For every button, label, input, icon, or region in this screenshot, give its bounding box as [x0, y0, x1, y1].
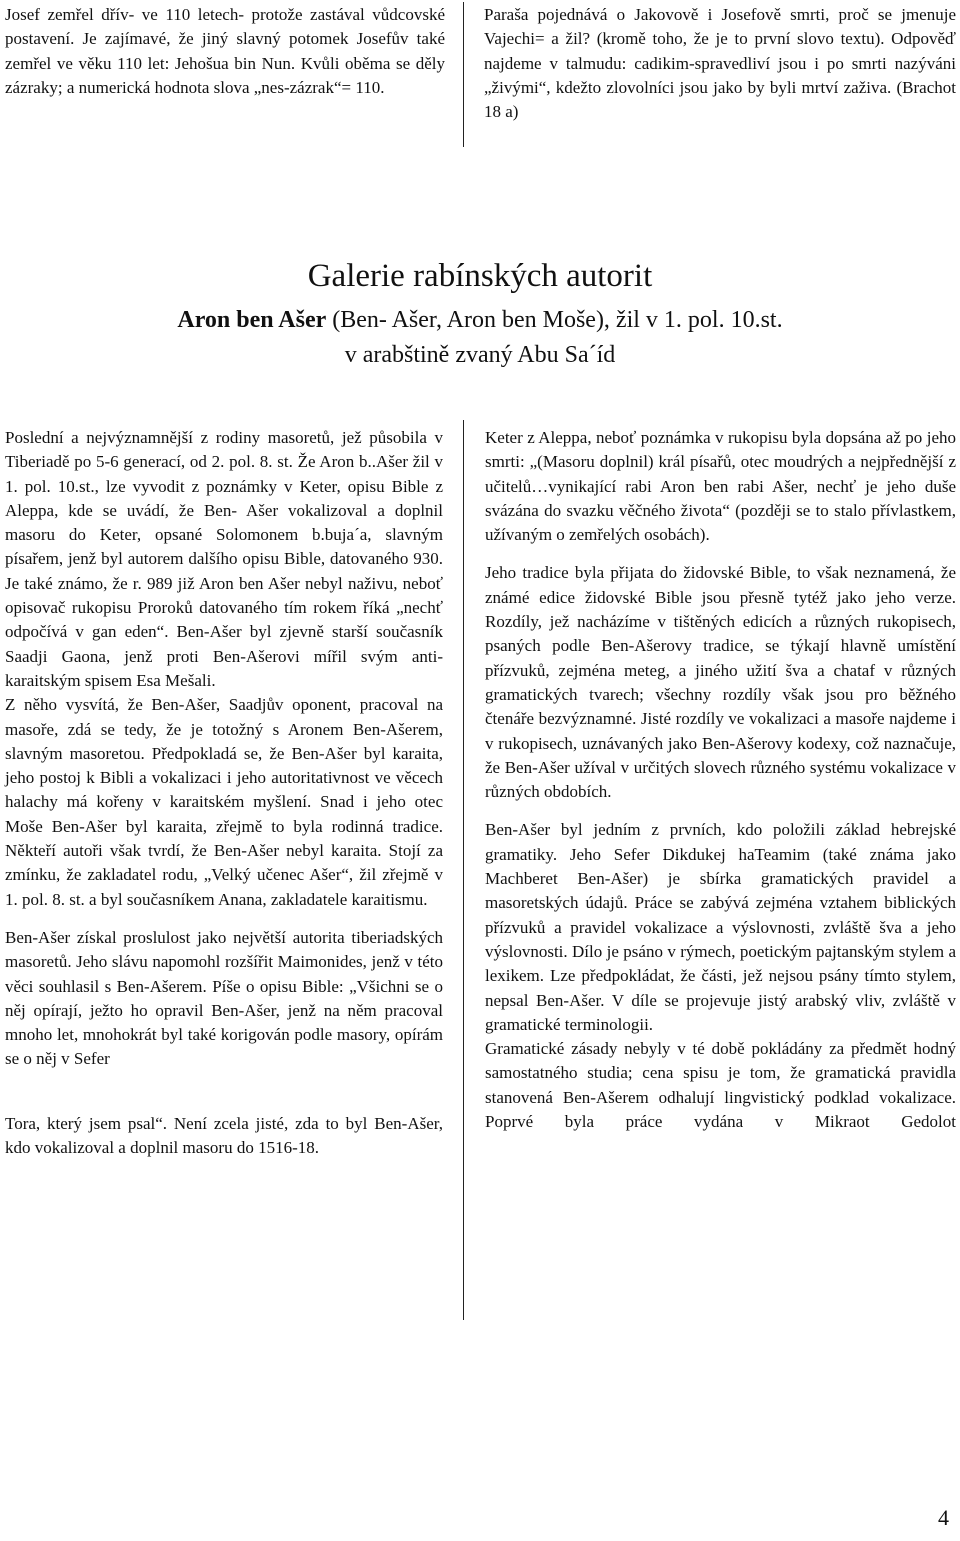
- top-right-column: [484, 3, 956, 124]
- right-paragraph-3: Ben-Ašer byl jedním z prvních, kdo položili základ hebrejské gramatiky. Jeho Sefer Dikdukej haTeamim (také známa jako Machberet Ben-Ašer) je sbírka gramatických pravidel a masoretských údajů. Práce se zabývá zejména vztahem biblických přízvuků a pravidel vokalizace a výslovnosti, zvláště šva a jeho výslovnosti. Dílo je psáno v rýmech, poetickým pajtanským stylem a lexikem. Lze předpokládat, že části, jež nejsou psány tímto stylem, nepsal Ben-Ašer. V díle se projevuje jistý arabský vliv, zvláště v gramatické terminologii.: [485, 820, 956, 1034]
- gallery-title: Galerie rabínských autorit: [307, 258, 653, 294]
- left-paragraph-2: Z něho vysvítá, že Ben-Ašer, Saadjův oponent, pracoval na masoře, zdá se tedy, že je totožný s Aronem Ben-Ašerem, slavným masoretou. Předpokladá se, že Ben-Ašer byl karaita, jeho postoj k Bibli a vokalizaci i jeho autoritativnost ve věcech halachy má kořeny v karaitském myšlení. Snad i jeho otec Moše Ben-Ašer byl karaita, zřejmě to byla rodinná tradice. Někteří autoři však tvrdí, že Ben-Ašer nebyl karaita. Stojí za zmínku, že zakladatel rodu, „Velký učenec Ašer“, žil zřejmě v 1. pol. 8. st. a byl současníkem Anana, zakladatele karaitismu.: [5, 695, 443, 909]
- right-paragraph-4: Gramatické zásady nebyly v té době pokládány za předmět hodný samostatného studia; cena spisu je tom, že gramatická pravidla stanovená Ben-Ašerem odhalují lingvistický podklad vokalizace. Poprvé byla práce vydána v Mikraot Gedolot: [485, 1039, 956, 1132]
- left-paragraph-1: Poslední a nejvýznamnější z rodiny masoretů, jež působila v Tiberiadě po 5-6 generací, od 2. pol. 8. st. Že Aron b..Ašer žil v 1. pol. 10.st., lze vyvodit z poznámky v Keter, opisu Bible z Aleppa, kde se uvádí, že Ben- Ašer vokalizoval a doplnil masoru do Keter, opsané Solomonem b.buja´a, slavným písařem, jenž byl autorem dalšího opisu Bible, datovaného 930. Je také známo, že r. 989 již Aron ben Ašer nebyl naživu, neboť opisovač rukopisu Proroků datovaného tím rokem říká „nechť odpočívá v gan eden“. Ben-Ašer byl zjevně starší současník Saadji Gaona, jenž proti Ben-Ašerovi mířil svým anti-karaitským spisem Esa Mešali.: [5, 428, 443, 690]
- right-paragraph-1: Keter z Aleppa, neboť poznámka v rukopisu byla dopsána až po jeho smrti: „(Masoru doplnil) král písařů, otec moudrých a nejpřednější z učitelů…vynikající rabi Aron ben rabi Ašer, nechť je jeho duše svázána do svazku věčného života“ (později se to stalo přívlastkem, užívaným o zemřelých osobách).: [485, 428, 956, 545]
- author-line: [0, 305, 960, 335]
- author-details: (Ben- Ašer, Aron ben Moše), žil v 1. pol. 10.st.: [326, 307, 783, 333]
- left-paragraph-4: Tora, který jsem psal“. Není zcela jisté, zda to byl Ben-Ašer, kdo vokalizoval a doplnil masoru do 1516-18.: [5, 1113, 443, 1158]
- right-paragraph-2: Jeho tradice byla přijata do židovské Bible, to však neznamená, že známé edice židovské Bible jsou přesně tytéž jako jeho verze. Rozdíly, jež nacházíme v tištěných edicích a různých rukopisech, psaných podle Ben-Ašerovy tradice, se týkají hlavně umístění přízvuků, zejména meteg, a jiného užití šva a chataf v různých gramatických tvarech; všechny rozdíly však jsou pro běžného čtenáře bezvýznamné. Jisté rozdíly ve vokalizaci a masoře najdeme i v rukopisech, uznávaných jako Ben-Ašerovy kodexy, což naznačuje, že Ben-Ašer užíval v určitých slovech různého systému vokalizace v různých obdobích.: [485, 563, 956, 802]
- column-divider-bottom: [463, 420, 464, 1320]
- top-left-column: [5, 3, 445, 100]
- author-name: Aron ben Ašer: [177, 307, 327, 333]
- column-divider-top: [463, 2, 464, 147]
- top-right-paragraph: Paraša pojednává o Jakovově i Josefově smrti, proč se jmenuje Vajechi= a žil? (kromě toho, že je to první slovo textu). Odpověď najdeme v talmudu: cadikim-spravedliví jsou i po smrti nazýváni „živými“, kdežto zlovolníci jsou jako by byli mrtví zaživa. (Brachot 18 a): [484, 5, 956, 122]
- left-paragraph-3: Ben-Ašer získal proslulost jako největší autorita tiberiadských masoretů. Jeho slávu napomohl rozšířit Maimonides, jenž v této věci souhlasil s Ben-Ašerem. Píše o opisu Bible: „Všichni se o něj opírají, ježto ho opravil Ben-Ašer, jenž na něm pracoval mnoho let, mnohokrát byl také korigován podle masory, opírám se o něj v Sefer: [5, 927, 443, 1069]
- top-left-paragraph: Josef zemřel dřív- ve 110 letech- protože zastával vůdcovské postavení. Je zajímavé, že jiný slavný potomek Josefův také zemřel ve věku 110 let: Jehošua bin Nun. Kvůli oběma se děly zázraky; a numerická hodnota slova „nes-zázrak“= 110.: [5, 5, 445, 97]
- left-column: [5, 426, 443, 1160]
- right-column: [485, 426, 956, 1134]
- page-number: 4: [938, 1505, 949, 1530]
- arabic-name-line: v arabštině zvaný Abu Sa´íd: [344, 342, 616, 368]
